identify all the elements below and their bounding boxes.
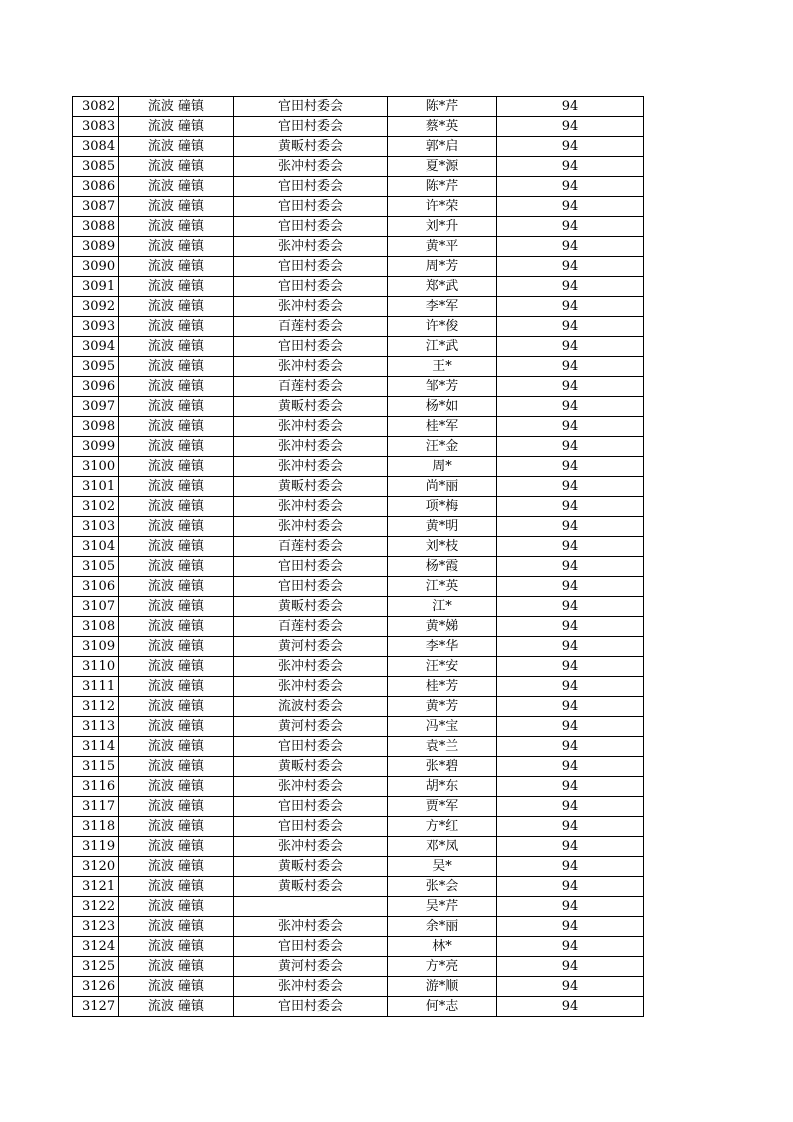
table-row: [73, 357, 644, 377]
cell-name: 陈*芹: [388, 97, 497, 117]
cell-village: 官田村委会: [234, 797, 388, 817]
cell-id: 3123: [73, 917, 119, 937]
cell-value: 94: [497, 857, 644, 877]
cell-town: 流波 䃥镇: [119, 157, 234, 177]
table-row: [73, 137, 644, 157]
cell-id: 3098: [73, 417, 119, 437]
table-row: [73, 297, 644, 317]
cell-village: 黄河村委会: [234, 957, 388, 977]
cell-value: 94: [497, 317, 644, 337]
cell-name: 李*华: [388, 637, 497, 657]
table-row: [73, 597, 644, 617]
cell-value: 94: [497, 997, 644, 1017]
table-row: [73, 917, 644, 937]
cell-town: 流波 䃥镇: [119, 637, 234, 657]
table-row: [73, 257, 644, 277]
cell-value: 94: [497, 977, 644, 997]
cell-id: 3119: [73, 837, 119, 857]
cell-value: 94: [497, 197, 644, 217]
cell-town: 流波 䃥镇: [119, 677, 234, 697]
cell-name: 吴*芹: [388, 897, 497, 917]
cell-village: 黄畈村委会: [234, 397, 388, 417]
cell-name: 许*荣: [388, 197, 497, 217]
table-row: [73, 777, 644, 797]
cell-value: 94: [497, 797, 644, 817]
cell-name: 郑*武: [388, 277, 497, 297]
table-row: [73, 937, 644, 957]
cell-name: 杨*霞: [388, 557, 497, 577]
cell-village: 张冲村委会: [234, 837, 388, 857]
cell-town: 流波 䃥镇: [119, 657, 234, 677]
cell-id: 3090: [73, 257, 119, 277]
table-row: [73, 637, 644, 657]
cell-town: 流波 䃥镇: [119, 817, 234, 837]
cell-village: 张冲村委会: [234, 157, 388, 177]
cell-town: 流波 䃥镇: [119, 837, 234, 857]
cell-value: 94: [497, 737, 644, 757]
cell-village: 张冲村委会: [234, 457, 388, 477]
table-row: [73, 757, 644, 777]
cell-town: 流波 䃥镇: [119, 857, 234, 877]
cell-town: 流波 䃥镇: [119, 417, 234, 437]
cell-value: 94: [497, 877, 644, 897]
cell-village: 张冲村委会: [234, 917, 388, 937]
cell-village: 百莲村委会: [234, 377, 388, 397]
table-row: [73, 377, 644, 397]
cell-id: 3116: [73, 777, 119, 797]
cell-name: 汪*金: [388, 437, 497, 457]
table-row: [73, 897, 644, 917]
cell-town: 流波 䃥镇: [119, 957, 234, 977]
cell-value: 94: [497, 137, 644, 157]
cell-village: 张冲村委会: [234, 657, 388, 677]
cell-name: 江*英: [388, 577, 497, 597]
cell-name: 邓*凤: [388, 837, 497, 857]
cell-village: 张冲村委会: [234, 677, 388, 697]
cell-name: 周*芳: [388, 257, 497, 277]
cell-village: 官田村委会: [234, 257, 388, 277]
cell-town: 流波 䃥镇: [119, 117, 234, 137]
cell-id: 3112: [73, 697, 119, 717]
cell-id: 3120: [73, 857, 119, 877]
cell-town: 流波 䃥镇: [119, 557, 234, 577]
cell-id: 3096: [73, 377, 119, 397]
table-row: [73, 877, 644, 897]
cell-village: 张冲村委会: [234, 977, 388, 997]
cell-name: 江*武: [388, 337, 497, 357]
cell-name: 桂*芳: [388, 677, 497, 697]
cell-town: 流波 䃥镇: [119, 317, 234, 337]
cell-value: 94: [497, 497, 644, 517]
cell-value: 94: [497, 617, 644, 637]
cell-id: 3122: [73, 897, 119, 917]
cell-value: 94: [497, 377, 644, 397]
cell-village: 张冲村委会: [234, 417, 388, 437]
cell-town: 流波 䃥镇: [119, 897, 234, 917]
cell-id: 3084: [73, 137, 119, 157]
cell-id: 3097: [73, 397, 119, 417]
cell-value: 94: [497, 217, 644, 237]
cell-village: 黄河村委会: [234, 637, 388, 657]
cell-village: 百莲村委会: [234, 537, 388, 557]
cell-town: 流波 䃥镇: [119, 297, 234, 317]
cell-value: 94: [497, 517, 644, 537]
cell-id: 3114: [73, 737, 119, 757]
cell-id: 3111: [73, 677, 119, 697]
cell-id: 3082: [73, 97, 119, 117]
cell-name: 刘*升: [388, 217, 497, 237]
table-row: [73, 237, 644, 257]
cell-town: 流波 䃥镇: [119, 397, 234, 417]
cell-id: 3127: [73, 997, 119, 1017]
cell-village: 官田村委会: [234, 997, 388, 1017]
table-row: [73, 177, 644, 197]
table-row: [73, 97, 644, 117]
cell-village: 黄畈村委会: [234, 477, 388, 497]
cell-value: 94: [497, 157, 644, 177]
cell-town: 流波 䃥镇: [119, 697, 234, 717]
cell-value: 94: [497, 337, 644, 357]
cell-id: 3100: [73, 457, 119, 477]
table-row: [73, 417, 644, 437]
table-row: [73, 517, 644, 537]
cell-value: 94: [497, 97, 644, 117]
cell-town: 流波 䃥镇: [119, 277, 234, 297]
cell-value: 94: [497, 777, 644, 797]
table-row: [73, 197, 644, 217]
cell-village: 百莲村委会: [234, 617, 388, 637]
cell-id: 3124: [73, 937, 119, 957]
table-row: [73, 857, 644, 877]
cell-village: 黄畈村委会: [234, 757, 388, 777]
cell-town: 流波 䃥镇: [119, 337, 234, 357]
cell-name: 胡*东: [388, 777, 497, 797]
cell-village: 官田村委会: [234, 557, 388, 577]
cell-village: 官田村委会: [234, 97, 388, 117]
table-row: [73, 337, 644, 357]
cell-id: 3109: [73, 637, 119, 657]
cell-id: 3126: [73, 977, 119, 997]
table-row: [73, 657, 644, 677]
cell-id: 3095: [73, 357, 119, 377]
table-row: [73, 477, 644, 497]
cell-name: 江*: [388, 597, 497, 617]
cell-id: 3106: [73, 577, 119, 597]
cell-value: 94: [497, 937, 644, 957]
cell-town: 流波 䃥镇: [119, 477, 234, 497]
table-row: [73, 277, 644, 297]
cell-village: 张冲村委会: [234, 237, 388, 257]
cell-name: 邹*芳: [388, 377, 497, 397]
cell-id: 3113: [73, 717, 119, 737]
cell-village: 官田村委会: [234, 217, 388, 237]
cell-value: 94: [497, 257, 644, 277]
table-row: [73, 457, 644, 477]
cell-name: 林*: [388, 937, 497, 957]
cell-value: 94: [497, 657, 644, 677]
cell-value: 94: [497, 457, 644, 477]
cell-village: 张冲村委会: [234, 357, 388, 377]
table-row: [73, 717, 644, 737]
table-row: [73, 397, 644, 417]
cell-town: 流波 䃥镇: [119, 917, 234, 937]
table-row: [73, 317, 644, 337]
cell-town: 流波 䃥镇: [119, 437, 234, 457]
cell-id: 3104: [73, 537, 119, 557]
cell-name: 余*丽: [388, 917, 497, 937]
cell-id: 3094: [73, 337, 119, 357]
cell-village: 官田村委会: [234, 197, 388, 217]
cell-value: 94: [497, 597, 644, 617]
cell-value: 94: [497, 417, 644, 437]
cell-id: 3093: [73, 317, 119, 337]
cell-id: 3117: [73, 797, 119, 817]
cell-town: 流波 䃥镇: [119, 877, 234, 897]
cell-id: 3086: [73, 177, 119, 197]
cell-name: 何*志: [388, 997, 497, 1017]
table-row: [73, 997, 644, 1017]
cell-value: 94: [497, 957, 644, 977]
cell-value: 94: [497, 237, 644, 257]
table-row: [73, 437, 644, 457]
table-row: [73, 737, 644, 757]
cell-value: 94: [497, 717, 644, 737]
cell-town: 流波 䃥镇: [119, 997, 234, 1017]
cell-village: 张冲村委会: [234, 497, 388, 517]
table-row: [73, 957, 644, 977]
cell-village: 官田村委会: [234, 577, 388, 597]
cell-town: 流波 䃥镇: [119, 737, 234, 757]
cell-name: 陈*芹: [388, 177, 497, 197]
cell-value: 94: [497, 537, 644, 557]
cell-id: 3087: [73, 197, 119, 217]
cell-town: 流波 䃥镇: [119, 137, 234, 157]
cell-value: 94: [497, 917, 644, 937]
cell-name: 张*会: [388, 877, 497, 897]
table-row: [73, 557, 644, 577]
cell-name: 张*碧: [388, 757, 497, 777]
table-row: [73, 497, 644, 517]
cell-id: 3115: [73, 757, 119, 777]
cell-name: 袁*兰: [388, 737, 497, 757]
cell-name: 刘*枝: [388, 537, 497, 557]
cell-town: 流波 䃥镇: [119, 617, 234, 637]
cell-town: 流波 䃥镇: [119, 717, 234, 737]
cell-name: 李*军: [388, 297, 497, 317]
cell-village: 张冲村委会: [234, 517, 388, 537]
cell-village: 张冲村委会: [234, 777, 388, 797]
table-body: [73, 97, 644, 1017]
cell-name: 吴*: [388, 857, 497, 877]
cell-town: 流波 䃥镇: [119, 97, 234, 117]
cell-village: 黄畈村委会: [234, 857, 388, 877]
cell-name: 桂*军: [388, 417, 497, 437]
cell-town: 流波 䃥镇: [119, 177, 234, 197]
cell-id: 3088: [73, 217, 119, 237]
cell-name: 郭*启: [388, 137, 497, 157]
cell-value: 94: [497, 277, 644, 297]
data-table: [72, 96, 644, 1017]
cell-value: 94: [497, 397, 644, 417]
table-row: [73, 977, 644, 997]
table-row: [73, 157, 644, 177]
cell-name: 王*: [388, 357, 497, 377]
cell-id: 3091: [73, 277, 119, 297]
cell-id: 3089: [73, 237, 119, 257]
cell-town: 流波 䃥镇: [119, 257, 234, 277]
table-row: [73, 837, 644, 857]
cell-id: 3103: [73, 517, 119, 537]
cell-village: 张冲村委会: [234, 297, 388, 317]
cell-value: 94: [497, 477, 644, 497]
cell-village: 官田村委会: [234, 937, 388, 957]
cell-village: [234, 897, 388, 917]
cell-village: 黄畈村委会: [234, 597, 388, 617]
cell-name: 贾*军: [388, 797, 497, 817]
cell-name: 黄*平: [388, 237, 497, 257]
cell-town: 流波 䃥镇: [119, 497, 234, 517]
cell-value: 94: [497, 297, 644, 317]
cell-value: 94: [497, 177, 644, 197]
table-row: [73, 537, 644, 557]
cell-village: 官田村委会: [234, 737, 388, 757]
cell-id: 3102: [73, 497, 119, 517]
cell-id: 3085: [73, 157, 119, 177]
cell-name: 杨*如: [388, 397, 497, 417]
cell-name: 黄*明: [388, 517, 497, 537]
cell-id: 3110: [73, 657, 119, 677]
cell-village: 黄河村委会: [234, 717, 388, 737]
cell-village: 官田村委会: [234, 277, 388, 297]
table-row: [73, 617, 644, 637]
cell-town: 流波 䃥镇: [119, 197, 234, 217]
cell-value: 94: [497, 837, 644, 857]
cell-village: 官田村委会: [234, 177, 388, 197]
cell-town: 流波 䃥镇: [119, 517, 234, 537]
cell-id: 3121: [73, 877, 119, 897]
cell-name: 黄*娣: [388, 617, 497, 637]
cell-name: 许*俊: [388, 317, 497, 337]
cell-name: 尚*丽: [388, 477, 497, 497]
table-row: [73, 817, 644, 837]
cell-value: 94: [497, 757, 644, 777]
table-row: [73, 577, 644, 597]
table-row: [73, 117, 644, 137]
cell-value: 94: [497, 677, 644, 697]
cell-name: 方*红: [388, 817, 497, 837]
cell-name: 冯*宝: [388, 717, 497, 737]
cell-town: 流波 䃥镇: [119, 597, 234, 617]
cell-town: 流波 䃥镇: [119, 357, 234, 377]
cell-village: 流波村委会: [234, 697, 388, 717]
cell-name: 项*梅: [388, 497, 497, 517]
cell-village: 黄畈村委会: [234, 877, 388, 897]
cell-id: 3125: [73, 957, 119, 977]
cell-town: 流波 䃥镇: [119, 577, 234, 597]
cell-name: 周*: [388, 457, 497, 477]
cell-name: 汪*安: [388, 657, 497, 677]
cell-name: 游*顺: [388, 977, 497, 997]
cell-id: 3105: [73, 557, 119, 577]
cell-village: 百莲村委会: [234, 317, 388, 337]
cell-name: 黄*芳: [388, 697, 497, 717]
table-row: [73, 697, 644, 717]
cell-value: 94: [497, 357, 644, 377]
cell-id: 3092: [73, 297, 119, 317]
cell-value: 94: [497, 637, 644, 657]
cell-village: 张冲村委会: [234, 437, 388, 457]
cell-village: 官田村委会: [234, 817, 388, 837]
cell-town: 流波 䃥镇: [119, 757, 234, 777]
table-row: [73, 217, 644, 237]
cell-town: 流波 䃥镇: [119, 777, 234, 797]
cell-id: 3108: [73, 617, 119, 637]
cell-village: 官田村委会: [234, 117, 388, 137]
cell-value: 94: [497, 897, 644, 917]
cell-town: 流波 䃥镇: [119, 377, 234, 397]
cell-town: 流波 䃥镇: [119, 977, 234, 997]
cell-value: 94: [497, 117, 644, 137]
cell-name: 蔡*英: [388, 117, 497, 137]
cell-town: 流波 䃥镇: [119, 217, 234, 237]
cell-value: 94: [497, 577, 644, 597]
cell-town: 流波 䃥镇: [119, 537, 234, 557]
cell-id: 3083: [73, 117, 119, 137]
cell-town: 流波 䃥镇: [119, 797, 234, 817]
cell-value: 94: [497, 437, 644, 457]
cell-id: 3099: [73, 437, 119, 457]
table-row: [73, 677, 644, 697]
cell-id: 3107: [73, 597, 119, 617]
cell-name: 方*亮: [388, 957, 497, 977]
cell-value: 94: [497, 697, 644, 717]
cell-village: 黄畈村委会: [234, 137, 388, 157]
cell-id: 3118: [73, 817, 119, 837]
cell-town: 流波 䃥镇: [119, 937, 234, 957]
table-row: [73, 797, 644, 817]
cell-name: 夏*源: [388, 157, 497, 177]
cell-id: 3101: [73, 477, 119, 497]
cell-town: 流波 䃥镇: [119, 237, 234, 257]
cell-village: 官田村委会: [234, 337, 388, 357]
cell-town: 流波 䃥镇: [119, 457, 234, 477]
cell-value: 94: [497, 817, 644, 837]
cell-value: 94: [497, 557, 644, 577]
